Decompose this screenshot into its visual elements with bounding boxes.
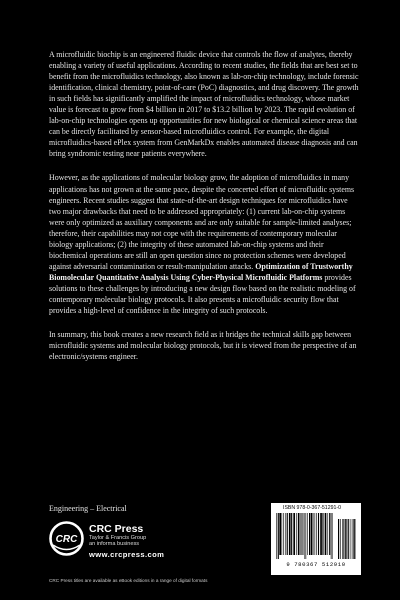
isbn-barcode-box	[271, 503, 361, 575]
barcode-bar	[332, 513, 333, 559]
paragraph-2-text: However, as the applications of molecular biology grow, the adoption of microfluidics in many applications has not grown at the same pace, despite the concerted effort of microfluidic systems engineers. Recent studies suggest that state-of-the-art design techniques for microfluidics have two major drawbacks that need to be addressed appropriately: (1) current lab-on-chip systems were only optimized as auxiliary components and are only suitable for sample-limited analyses; therefore, their capabilities may not cope with the requirements of contemporary molecular biology applications; (2) the integrity of these automated lab-on-chip systems and their biochemical operations are still an open question since no protection schemes were developed against adversarial contamination or result-manipulation attacks.	[49, 173, 355, 271]
barcode-bar	[276, 513, 277, 559]
barcode-bar	[325, 513, 327, 555]
barcode-bar	[306, 513, 307, 559]
barcode-bar	[283, 513, 284, 555]
addon-bar	[340, 519, 341, 559]
ean-digits: 9 780367 512910	[286, 561, 346, 568]
barcode-bar	[282, 513, 283, 555]
addon-bar	[343, 519, 344, 559]
barcode-bar	[309, 513, 310, 555]
publisher-name: CRC Press	[89, 523, 144, 535]
barcode-bar	[300, 513, 301, 555]
paragraph-2	[49, 172, 361, 316]
paragraph-2-text-end: provides solutions to these challenges by introducing a new design flow based on the realistic modeling of contemporary molecular biology protocols. It also presents a microfluidic security flow that provides a high-level of confidence in the integrity of such protocols.	[49, 272, 356, 316]
addon-bar	[342, 519, 343, 559]
barcode-bar	[307, 513, 308, 555]
barcode-bar	[315, 513, 316, 555]
barcode-bar	[327, 513, 328, 555]
addon-bar	[348, 519, 349, 559]
addon-bar	[345, 519, 346, 559]
barcode-bar	[278, 513, 279, 559]
barcode-bar	[287, 513, 288, 555]
barcode-bar	[289, 513, 291, 555]
addon-bar	[353, 519, 354, 559]
barcode-bar	[322, 513, 323, 555]
addon-bar	[350, 519, 351, 559]
back-cover-text	[49, 49, 361, 375]
addon-bar	[346, 519, 347, 559]
logo-text: CRC	[55, 534, 78, 545]
addon-bar	[338, 519, 339, 559]
barcode-bar	[301, 513, 302, 555]
barcode-bar	[291, 513, 292, 555]
ebook-note: CRC Press titles are available as eBook editions in a range of digital formats	[49, 578, 208, 583]
addon-bar	[352, 519, 353, 559]
barcode-bar	[331, 513, 332, 559]
barcode-bar	[293, 513, 295, 555]
barcode-bar	[303, 513, 304, 555]
crc-press-logo	[49, 521, 84, 556]
barcode-bar	[285, 513, 286, 555]
publisher-group: Taylor & Francis Group	[89, 535, 147, 541]
barcode-bar	[296, 513, 297, 555]
isbn-label: ISBN 978-0-367-51291-0	[283, 505, 341, 511]
barcode-bar	[302, 513, 303, 555]
barcode-bar	[279, 513, 281, 555]
barcode-bar	[311, 513, 313, 555]
paragraph-3: In summary, this book creates a new research field as it bridges the technical skills gap between microfluidic systems and molecular biology protocols, but it is viewed from the perspective of an electronic/systems engineer.	[49, 330, 357, 362]
publisher-block	[49, 521, 269, 557]
paragraph-1: A microfluidic biochip is an engineered fluidic device that controls the flow of analytes, thereby enabling a variety of useful applications. According to recent studies, the fields that are best set to benefit from the microfluidics technology, also known as lab-on-chip technology, include forensic identification, clinical chemistry, point-of-care (PoC) diagnostics, and drug discovery. The growth in such fields has significantly amplified the impact of microfluidics technology, whose market value is forecast to grow from $4 billion in 2017 to $13.2 billion by 2023. The rapid evolution of lab-on-chip technologies opens up opportunities for new biological or chemical science areas that can be directly facilitated by sensor-based microfluidics control. For example, the digital microfluidics-based ePlex system from GenMarkDx enables automated disease diagnosis and can bring syndromic testing near patients everywhere.	[49, 50, 359, 159]
barcode-bar	[329, 513, 330, 555]
book-title-inline: Optimization of Trustworthy Biomolecular Quantitative Analysis Using Cyber-Physical Microfluidic Platforms	[49, 261, 353, 282]
barcode-bar	[313, 513, 314, 555]
publisher-group-tagline: an informa business	[89, 541, 140, 547]
subject-category: Engineering – Electrical	[49, 504, 127, 513]
barcode-bar	[320, 513, 322, 555]
barcode	[275, 513, 357, 559]
barcode-bar	[305, 513, 306, 559]
barcode-bar	[298, 513, 299, 555]
addon-bar	[354, 519, 355, 559]
publisher-url: www.crcpress.com	[89, 550, 165, 559]
barcode-bar	[316, 513, 317, 555]
barcode-bar	[318, 513, 319, 555]
